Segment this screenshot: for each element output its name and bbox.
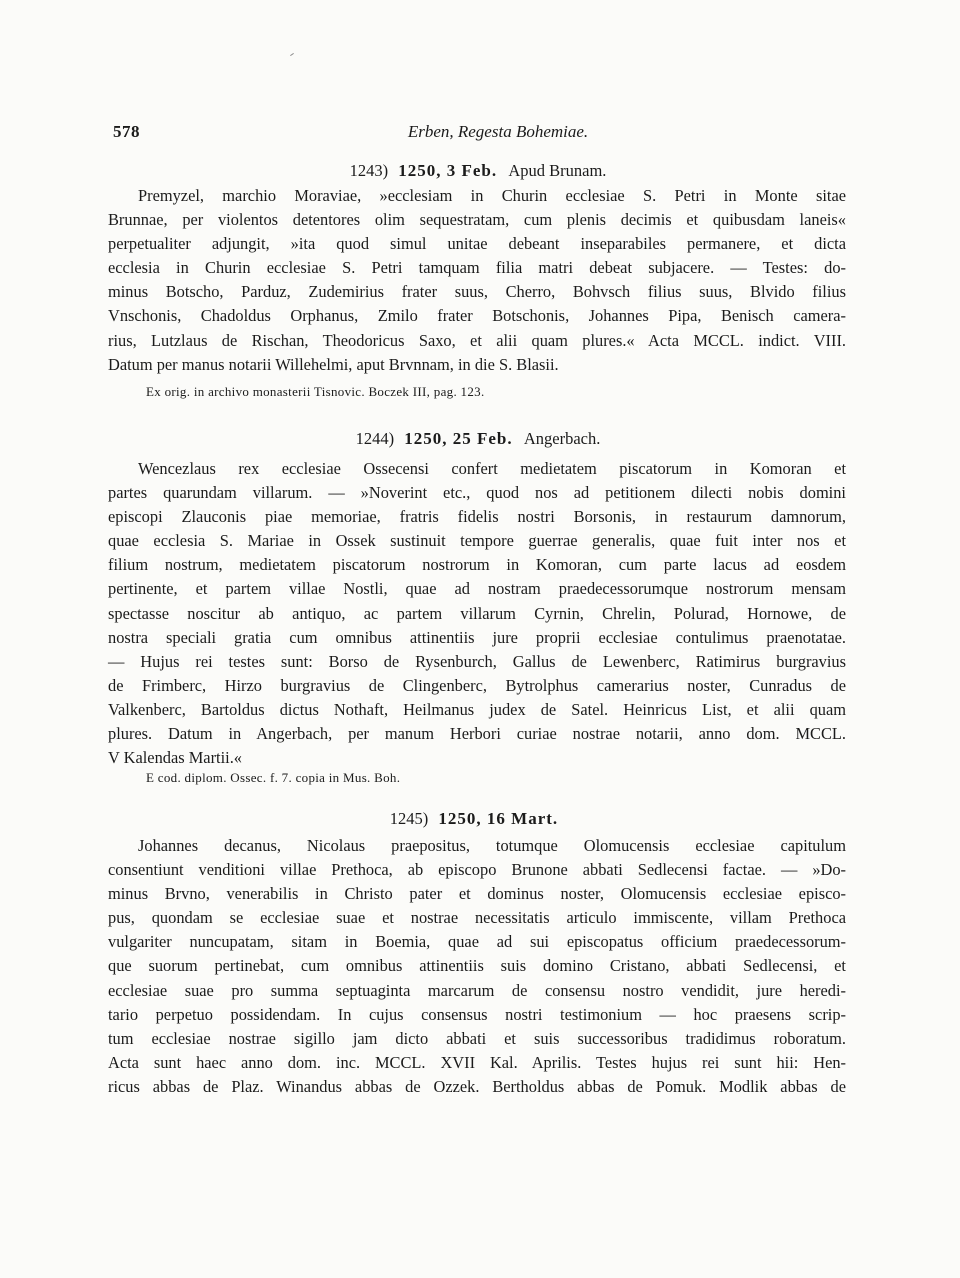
text-line: de Frimberc, Hirzo burgravius de Clingenberc, Bytrolphus camerarius noster, Cunradus de: [108, 675, 846, 695]
text-line: rius, Lutzlaus de Rischan, Theodoricus Saxo, et alii quam plures.« Acta MCCL. indict. VIII.: [108, 330, 846, 350]
text-line: Brunnae, per violentos detentores olim sequestratam, cum plenis decimis et quibusdam laneis«: [108, 210, 846, 230]
text-line: vulgariter nuncupatam, sitam in Boemia, quae ad sui episcopatus officium praedecessorum-: [108, 932, 846, 952]
text-line: Valkenberc, Bartoldus dictus Nothaft, Heilmanus judex de Satel. Heinricus List, et alii quam: [108, 699, 846, 719]
text-line: spectasse noscitur ab antiquo, ac partem villarum Cyrnin, Chrelin, Polurad, Hornowe, de: [108, 603, 846, 623]
entry-text: [108, 457, 846, 770]
text-line: tario perpetuo possidendam. In cujus consensus nostri testimonium — hoc praesens scrip-: [108, 1004, 846, 1024]
running-head: [113, 122, 843, 146]
entry-text: [108, 834, 846, 1099]
text-line: que suorum pertinebat, cum omnibus attinentiis suis domino Cristano, abbati Sedlecensi, et: [108, 956, 846, 976]
entry-date: 1250, 25 Feb.: [404, 429, 513, 448]
text-line: ecclesia in Churin ecclesiae S. Petri tamquam filia matri debeat subjacere. — Testes: do-: [108, 258, 846, 278]
entry-place: Angerbach.: [523, 429, 601, 448]
source-note: E cod. diplom. Ossec. f. 7. copia in Mus. Boh.: [146, 770, 401, 785]
entry-heading: [113, 808, 843, 830]
text-line: Wencezlaus rex ecclesiae Ossecensi confert medietatem piscatorum in Komoran et: [138, 459, 846, 478]
entry-date: 1250, 3 Feb.: [398, 161, 498, 180]
text-line: minus Botscho, Parduz, Zudemirius frater suus, Cherro, Bohvsch filius suus, Blvido filius: [108, 282, 846, 302]
source-note: Ex orig. in archivo monasterii Tisnovic. Boczek III, pag. 123.: [146, 384, 485, 399]
text-line: quae ecclesia S. Mariae in Ossek sustinuit tempore guerrae generalis, quae fuit inter nos et: [108, 531, 846, 551]
text-line: — Hujus rei testes sunt: Borso de Rysenburch, Gallus de Lewenberc, Ratimirus burgravius: [108, 651, 846, 671]
text-line: tum ecclesiae nostrae sigillo jam dicto abbati et suis successoribus tradidimus roboratum.: [108, 1028, 846, 1048]
text-line: Johannes decanus, Nicolaus praepositus, totumque Olomucensis ecclesiae capitulum: [138, 836, 846, 855]
entry-number: 1243): [349, 161, 389, 180]
text-line: pertinente, et partem villae Nostli, quae ad nostram praedecessorumque nostrorum mensam: [108, 579, 846, 599]
entry-date: 1250, 16 Mart.: [438, 809, 559, 828]
text-line: V Kalendas Martii.«: [108, 748, 242, 768]
entry-heading: [113, 428, 843, 450]
text-line: plures. Datum in Angerbach, per manum Herbori curiae nostrae notarii, anno dom. MCCL.: [108, 724, 846, 744]
entry-place: Apud Brunam.: [508, 161, 607, 180]
entry-number: 1245): [389, 809, 429, 828]
text-line: pus, quondam se ecclesiae suae et nostrae necessitatis articulo immiscente, villam Prethoca: [108, 908, 846, 928]
entry-number: 1244): [355, 429, 395, 448]
text-line: partes quarundam villarum. — »Noverint etc., quod nos ad petitionem dilecti nobis domini: [108, 483, 846, 503]
text-line: nostra speciali gratia cum omnibus attinentiis jure proprii ecclesiae contulimus praenotatae.: [108, 627, 846, 647]
text-line: ricus abbas de Plaz. Winandus abbas de Ozzek. Bertholdus abbas de Pomuk. Modlik abbas de: [108, 1076, 846, 1096]
text-line: perpetualiter adjungit, »ita quod simul unitae debeant inseparabiles permanere, et dicta: [108, 234, 846, 254]
text-line: filium nostrum, medietatem piscatorum nostrorum in Komoran, cum parte lacus ad eosdem: [108, 555, 846, 575]
text-line: minus Brvno, venerabilis in Christo pater et dominus noster, Olomucensis ecclesiae episco-: [108, 884, 846, 904]
page-number: 578: [113, 122, 140, 141]
entry-text: [108, 184, 846, 377]
text-line: ecclesiae suae pro summa septuaginta marcarum de consensu nostro vendidit, jure heredi-: [108, 980, 846, 1000]
scan-speck: [290, 53, 294, 56]
text-line: Premyzel, marchio Moraviae, »ecclesiam in Churin ecclesiae S. Petri in Monte sitae: [138, 186, 846, 205]
text-line: episcopi Zlauconis piae memoriae, fratris fidelis nostri Borsonis, in restaurum damnorum,: [108, 507, 846, 527]
text-line: Acta sunt haec anno dom. inc. MCCL. XVII Kal. Aprilis. Testes hujus rei sunt hii: Hen-: [108, 1052, 846, 1072]
running-title: Erben, Regesta Bohemiae.: [407, 122, 589, 141]
text-line: consentiunt venditioni villae Prethoca, ab episcopo Brunone abbati Sedlecensi factae. — »Do-: [108, 860, 846, 880]
entry-heading: [113, 160, 843, 182]
text-line: Vnschonis, Chadoldus Orphanus, Zmilo frater Botschonis, Johannes Pipa, Benisch camera-: [108, 306, 846, 326]
text-line: Datum per manus notarii Willehelmi, aput Brvnnam, in die S. Blasii.: [108, 354, 559, 374]
